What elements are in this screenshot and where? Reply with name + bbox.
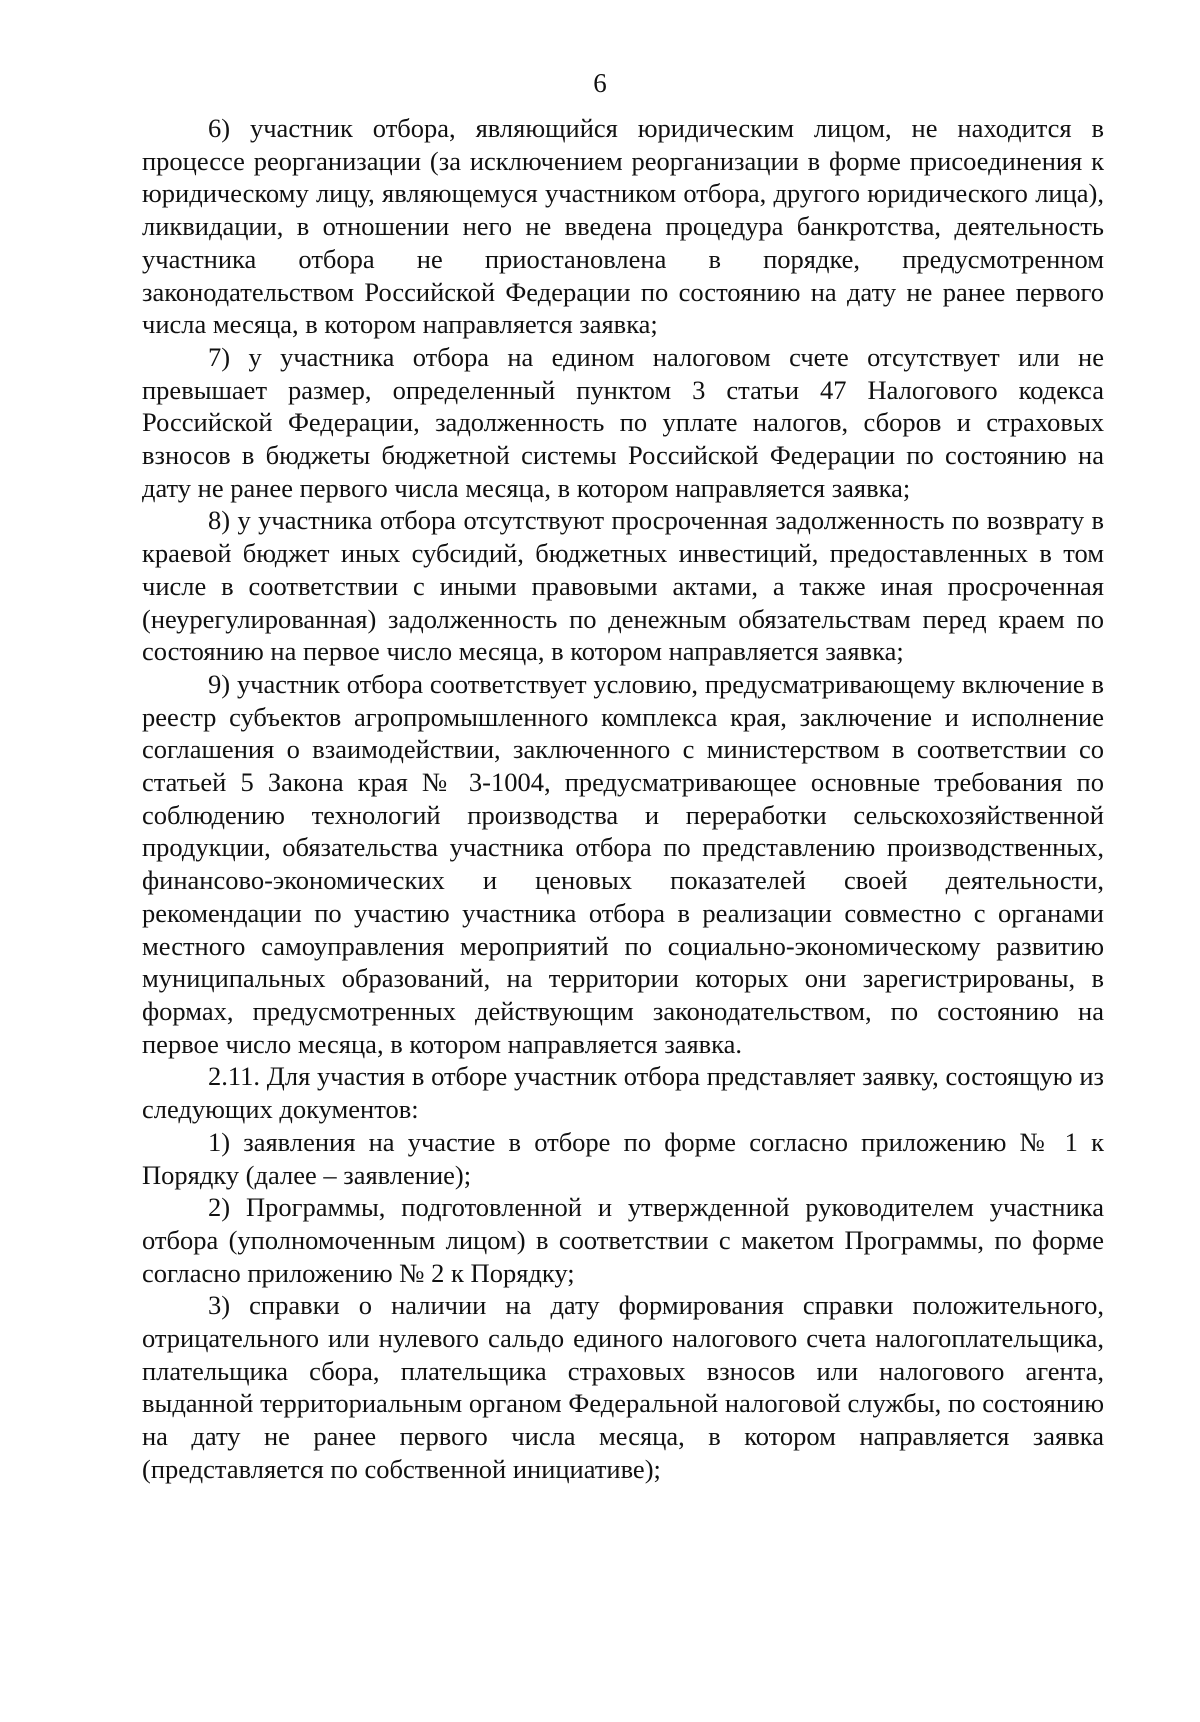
paragraph-section-2-11: 2.11. Для участия в отборе участник отбора представляет заявку, состоящую из следующих документов: — [142, 1061, 1104, 1125]
document-body — [142, 112, 1104, 1486]
paragraph-item-6: 6) участник отбора, являющийся юридическим лицом, не находится в процессе реорганизации (за исключением реорганизации в форме присоединения к юридическому лицу, являющемуся участником отбора, другого юридического лица), ликвидации, в отношении него не введена процедура банкротства, деятельность участника отбора не приостановлена в порядке, предусмотренном законодательством Российской Федерации по состоянию на дату не ранее первого числа месяца, в котором направляется заявка; — [142, 113, 1104, 340]
paragraph-item-8: 8) у участника отбора отсутствуют просроченная задолженность по возврату в краевой бюджет иных субсидий, бюджетных инвестиций, предоставленных в том числе в соответствии с иными правовыми актами, а также иная просроченная (неурегулированная) задолженность по денежным обязательствам перед краем по состоянию на первое число месяца, в котором направляется заявка; — [142, 505, 1104, 667]
paragraph-item-9: 9) участник отбора соответствует условию, предусматривающему включение в реестр субъектов агропромышленного комплекса края, заключение и исполнение соглашения о взаимодействии, заключенного с министерством в соответствии со статьей 5 Закона края № 3-1004, предусматривающее основные требования по соблюдению технологий производства и переработки сельскохозяйственной продукции, обязательства участника отбора по представлению производственных, финансово-экономических и ценовых показателей своей деятельности, рекомендации по участию участника отбора в реализации совместно с органами местного самоуправления мероприятий по социально-экономическому развитию муниципальных образований, на территории которых они зарегистрированы, в формах, предусмотренных действующим законодательством, по состоянию на первое число месяца, в котором направляется заявка. — [142, 668, 1104, 1059]
paragraph-item-7: 7) у участника отбора на едином налоговом счете отсутствует или не превышает размер, определенный пунктом 3 статьи 47 Налогового кодекса Российской Федерации, задолженность по уплате налогов, сборов и страховых взносов в бюджеты бюджетной системы Российской Федерации по состоянию на дату не ранее первого числа месяца, в котором направляется заявка; — [142, 341, 1104, 503]
paragraph-doc-3: 3) справки о наличии на дату формирования справки положительного, отрицательного или нулевого сальдо единого налогового счета налогоплательщика, плательщика сбора, плательщика страховых взносов или налогового агента, выданной территориальным органом Федеральной налоговой службы, по состоянию на дату не ранее первого числа месяца, в котором направляется заявка (представляется по собственной инициативе); — [142, 1290, 1104, 1484]
page-number: 6 — [593, 68, 607, 98]
paragraph-doc-2: 2) Программы, подготовленной и утвержденной руководителем участника отбора (уполномоченным лицом) в соответствии с макетом Программы, по форме согласно приложению № 2 к Порядку; — [142, 1192, 1104, 1288]
paragraph-doc-1: 1) заявления на участие в отборе по форме согласно приложению № 1 к Порядку (далее – заявление); — [142, 1126, 1104, 1190]
